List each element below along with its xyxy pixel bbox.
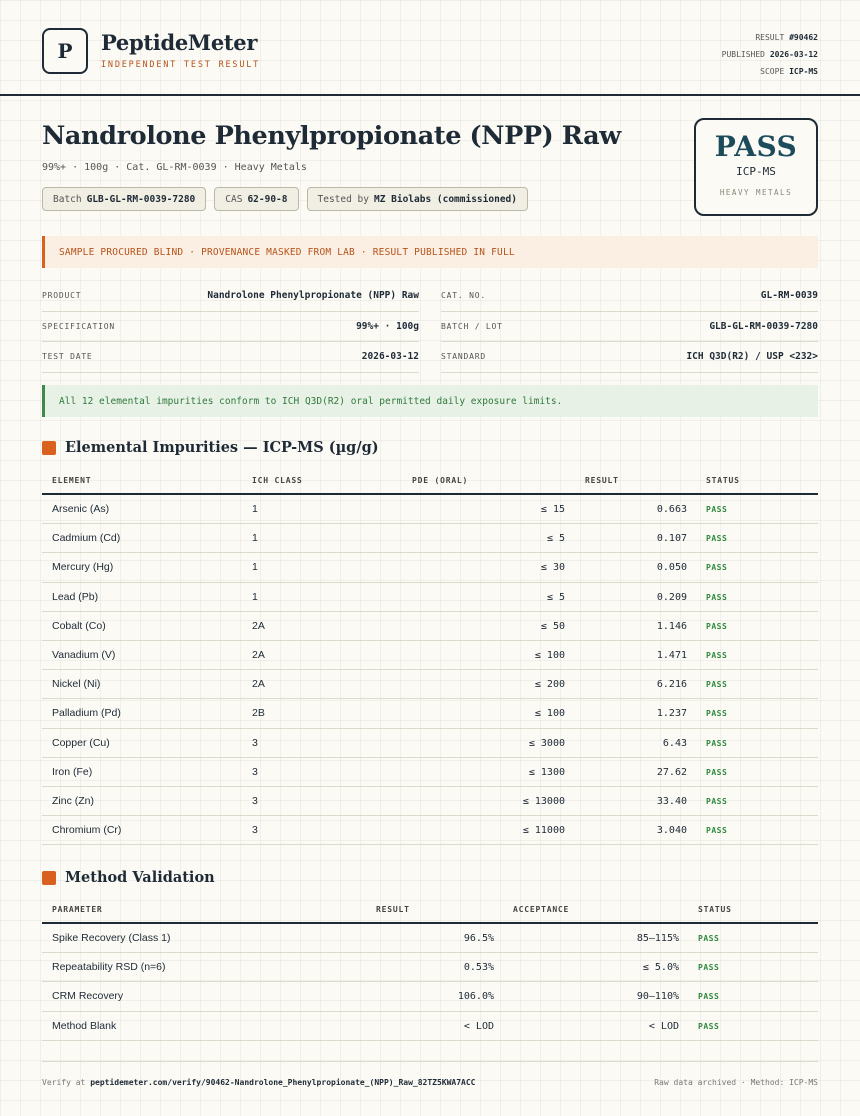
element-name: Zinc (Zn) xyxy=(52,794,94,807)
col-pde: PDE (ORAL) xyxy=(412,476,469,485)
info-row xyxy=(42,312,419,343)
result-value: 0.050 xyxy=(656,562,687,574)
info-grid-left xyxy=(42,281,419,373)
element-name: Lead (Pb) xyxy=(52,590,99,603)
ich-class: 1 xyxy=(252,590,258,603)
table-row xyxy=(42,612,818,641)
result-value: 1.146 xyxy=(656,620,687,632)
col-ich-class: ICH CLASS xyxy=(252,476,303,485)
info-value: GLB-GL-RM-0039-7280 xyxy=(709,320,818,332)
status-badge: PASS xyxy=(706,534,728,544)
status-badge: PASS xyxy=(706,709,728,719)
info-label: SPECIFICATION xyxy=(42,321,116,331)
table-row xyxy=(42,982,818,1011)
element-name: Vanadium (V) xyxy=(52,648,116,661)
info-grid-right xyxy=(441,281,818,373)
table-row xyxy=(42,670,818,699)
info-value: 2026-03-12 xyxy=(361,351,419,363)
acceptance-range: 85–115% xyxy=(636,933,679,944)
ich-class: 2B xyxy=(252,707,265,720)
element-name: Mercury (Hg) xyxy=(52,561,114,574)
impurities-table xyxy=(42,466,818,845)
element-name: Cadmium (Cd) xyxy=(52,532,121,545)
validation-section-header xyxy=(42,869,215,886)
result-value: 0.107 xyxy=(656,533,687,545)
status-badge: PASS xyxy=(706,563,728,573)
info-value: 99%+ · 100g xyxy=(356,320,419,332)
result-value: 1.471 xyxy=(656,649,687,661)
status-badge: PASS xyxy=(698,963,720,973)
table-row xyxy=(42,641,818,670)
verify-line: Verify at peptidemeter.com/verify/90462-Nandrolone_Phenylpropionate_(NPP)_Raw_82TZ5KWA7ACC xyxy=(42,1078,476,1087)
status-badge: PASS xyxy=(706,767,728,777)
published-date: 2026-03-12 xyxy=(769,50,818,59)
info-label: TEST DATE xyxy=(42,352,93,362)
validation-rows xyxy=(42,924,818,1041)
ich-class: 1 xyxy=(252,532,258,545)
status-badge: PASS xyxy=(706,826,728,836)
parameter-name: CRM Recovery xyxy=(52,990,124,1003)
acceptance-range: < LOD xyxy=(648,1020,679,1032)
archive-note: Raw data archived · Method: ICP-MS xyxy=(654,1078,818,1087)
validation-table xyxy=(42,895,818,1041)
table-row xyxy=(42,953,818,982)
col-val-result: RESULT xyxy=(376,905,410,914)
status-badge: PASS xyxy=(698,1021,720,1031)
chip-row xyxy=(42,187,528,211)
ich-class: 1 xyxy=(252,561,258,574)
info-label: CAT. NO. xyxy=(441,291,486,301)
scope-value: ICP-MS xyxy=(789,67,818,76)
info-value: ICH Q3D(R2) / USP <232> xyxy=(686,351,818,363)
table-row xyxy=(42,729,818,758)
element-name: Cobalt (Co) xyxy=(52,619,106,632)
validation-result: 106.0% xyxy=(457,991,494,1003)
cas-chip: CAS 62-90-8 xyxy=(214,187,298,211)
verdict-word: PASS xyxy=(714,130,798,163)
brand-name[interactable]: PeptideMeter xyxy=(101,30,258,55)
status-badge: PASS xyxy=(698,934,720,943)
report-header xyxy=(0,0,860,96)
pde-limit: ≤ 3000 xyxy=(528,737,565,749)
status-badge: PASS xyxy=(698,992,720,1002)
verify-link[interactable]: peptidemeter.com/verify/90462-Nandrolone_Phenylpropionate_(NPP)_Raw_82TZ5KWA7ACC xyxy=(90,1078,476,1087)
meta-scope: SCOPE ICP-MS xyxy=(760,67,818,76)
brand-logo[interactable]: P xyxy=(42,28,88,74)
element-name: Nickel (Ni) xyxy=(52,678,101,691)
validation-result: < LOD xyxy=(463,1020,494,1032)
table-row xyxy=(42,816,818,845)
col-element: ELEMENT xyxy=(52,476,92,485)
meta-result: RESULT #90462 xyxy=(755,33,818,42)
element-name: Chromium (Cr) xyxy=(52,824,122,837)
col-result: RESULT xyxy=(585,476,619,485)
status-badge: PASS xyxy=(706,592,728,602)
info-row xyxy=(441,312,818,343)
col-status: STATUS xyxy=(706,476,740,485)
result-value: 6.43 xyxy=(662,737,687,749)
info-value: GL-RM-0039 xyxy=(760,290,818,302)
table-row xyxy=(42,1012,818,1041)
tested-by-chip: Tested by MZ Biolabs (commissioned) xyxy=(307,187,528,211)
result-id: #90462 xyxy=(789,33,818,42)
pde-limit: ≤ 13000 xyxy=(522,795,565,807)
report-meta xyxy=(722,29,818,80)
result-value: 0.209 xyxy=(656,591,687,603)
element-name: Copper (Cu) xyxy=(52,736,110,749)
result-value: 1.237 xyxy=(656,708,687,720)
element-name: Arsenic (As) xyxy=(52,503,110,515)
info-label: STANDARD xyxy=(441,352,486,362)
pde-limit: ≤ 11000 xyxy=(522,825,565,837)
result-value: 33.40 xyxy=(656,795,687,807)
meta-published: PUBLISHED 2026-03-12 xyxy=(721,50,818,59)
status-badge: PASS xyxy=(706,621,728,631)
result-value: 27.62 xyxy=(656,766,687,778)
table-row xyxy=(42,583,818,612)
batch-chip: Batch GLB-GL-RM-0039-7280 xyxy=(42,187,206,211)
result-value: 0.663 xyxy=(656,504,687,515)
element-name: Iron (Fe) xyxy=(52,765,93,778)
parameter-name: Repeatability RSD (n=6) xyxy=(52,961,166,974)
info-row xyxy=(441,281,818,312)
ich-class: 3 xyxy=(252,824,258,837)
table-row xyxy=(42,495,818,524)
table-row xyxy=(42,699,818,728)
element-name: Palladium (Pd) xyxy=(52,707,121,720)
status-badge: PASS xyxy=(706,738,728,748)
section-marker-icon xyxy=(42,871,56,885)
ich-class: 2A xyxy=(252,678,265,691)
ich-class: 1 xyxy=(252,503,258,515)
table-row xyxy=(42,787,818,816)
result-value: 3.040 xyxy=(656,825,687,837)
col-val-status: STATUS xyxy=(698,905,732,914)
pde-limit: ≤ 200 xyxy=(534,679,565,691)
ich-class: 2A xyxy=(252,619,265,632)
status-badge: PASS xyxy=(706,680,728,690)
ich-class: 2A xyxy=(252,648,265,661)
table-row xyxy=(42,758,818,787)
info-row xyxy=(42,342,419,373)
blind-procurement-notice: SAMPLE PROCURED BLIND · PROVENANCE MASKED FROM LAB · RESULT PUBLISHED IN FULL xyxy=(42,236,818,268)
col-acceptance: ACCEPTANCE xyxy=(513,905,570,914)
validation-result: 0.53% xyxy=(463,962,494,974)
section-marker-icon xyxy=(42,441,56,455)
pde-limit: ≤ 100 xyxy=(534,708,565,720)
pde-limit: ≤ 1300 xyxy=(528,766,565,778)
page-title: Nandrolone Phenylpropionate (NPP) Raw xyxy=(42,121,621,151)
impurities-table-header xyxy=(42,466,818,495)
pde-limit: ≤ 50 xyxy=(540,620,565,632)
ich-class: 3 xyxy=(252,765,258,778)
acceptance-range: 90–110% xyxy=(636,991,679,1003)
acceptance-range: ≤ 5.0% xyxy=(642,962,679,974)
validation-result: 96.5% xyxy=(463,933,494,944)
table-row xyxy=(42,924,818,953)
conformance-banner: All 12 elemental impurities conform to ICH Q3D(R2) oral permitted daily exposure limits. xyxy=(42,385,818,417)
verdict-stamp xyxy=(694,118,818,216)
page-subtitle: 99%+ · 100g · Cat. GL-RM-0039 · Heavy Metals xyxy=(42,162,307,173)
verdict-scope: ICP-MS xyxy=(736,165,776,178)
brand-tagline: INDEPENDENT TEST RESULT xyxy=(101,60,261,70)
pde-limit: ≤ 100 xyxy=(534,649,565,661)
info-value: Nandrolone Phenylpropionate (NPP) Raw xyxy=(207,290,419,302)
parameter-name: Spike Recovery (Class 1) xyxy=(52,932,171,944)
table-row xyxy=(42,553,818,582)
table-row xyxy=(42,524,818,553)
col-parameter: PARAMETER xyxy=(52,905,103,914)
report-footer xyxy=(42,1061,818,1101)
ich-class: 3 xyxy=(252,794,258,807)
status-badge: PASS xyxy=(706,650,728,660)
verdict-category: HEAVY METALS xyxy=(719,188,793,197)
parameter-name: Method Blank xyxy=(52,1019,117,1032)
info-label: BATCH / LOT xyxy=(441,321,503,331)
info-label: PRODUCT xyxy=(42,291,82,301)
impurities-section-header xyxy=(42,439,379,456)
status-badge: PASS xyxy=(706,505,728,514)
result-value: 6.216 xyxy=(656,679,687,691)
info-row xyxy=(42,281,419,312)
pde-limit: ≤ 30 xyxy=(540,562,565,574)
impurities-title: Elemental Impurities — ICP-MS (µg/g) xyxy=(65,439,379,456)
ich-class: 3 xyxy=(252,736,258,749)
pde-limit: ≤ 15 xyxy=(540,504,565,515)
pde-limit: ≤ 5 xyxy=(546,591,565,603)
pde-limit: ≤ 5 xyxy=(546,533,565,545)
validation-title: Method Validation xyxy=(65,869,215,886)
impurities-rows xyxy=(42,495,818,845)
validation-table-header xyxy=(42,895,818,924)
info-row xyxy=(441,342,818,373)
status-badge: PASS xyxy=(706,796,728,806)
